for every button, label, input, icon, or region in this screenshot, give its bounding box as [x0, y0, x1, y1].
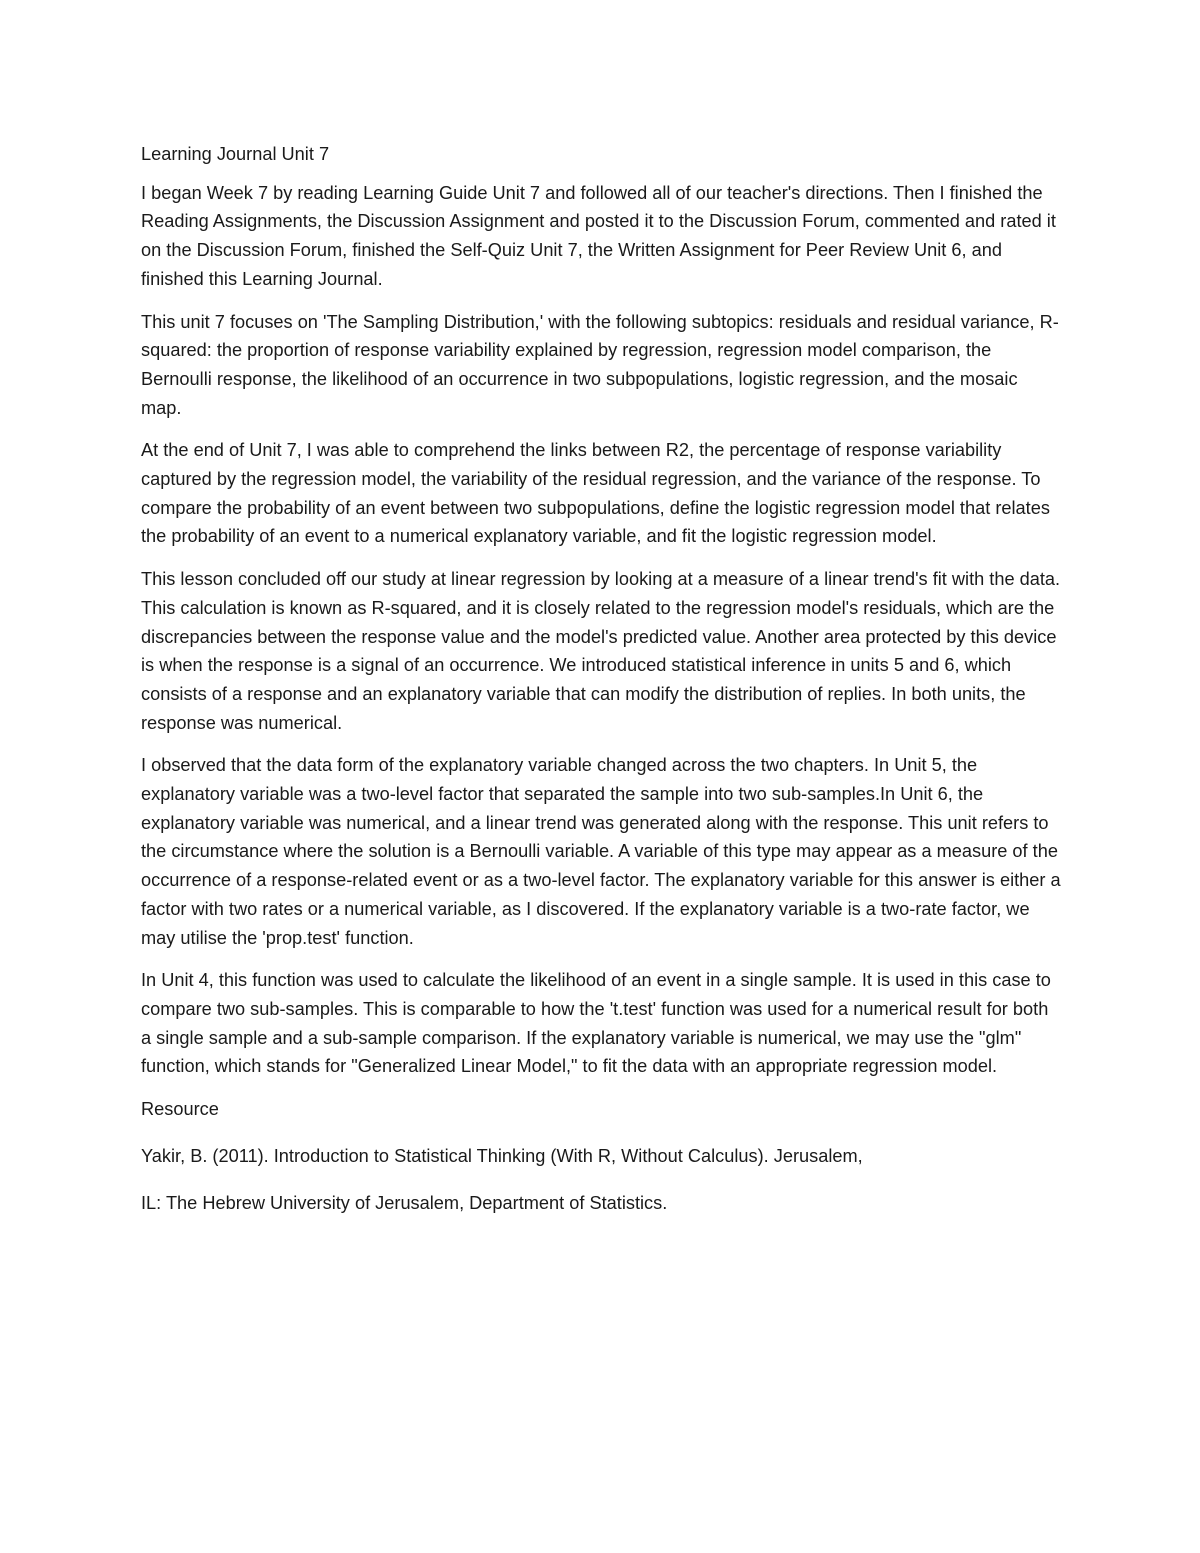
paragraph-observations: I observed that the data form of the explanatory variable changed across the two chapters. In Unit 5, the explanatory variable was a two-level factor that separated the sample into two sub-samples.In Unit 6, the explanatory variable was numerical, and a linear trend was generated along with the response. This unit refers to the circumstance where the solution is a Bernoulli variable. A variable of this type may appear as a measure of the occurrence of a response-related event or as a two-level factor. The explanatory variable for this answer is either a factor with two rates or a numerical variable, as I discovered. If the explanatory variable is a two-rate factor, we may utilise the 'prop.test' function.: [141, 755, 1061, 948]
document-title: Learning Journal Unit 7: [141, 144, 330, 164]
paragraph-learning-outcomes: At the end of Unit 7, I was able to comprehend the links between R2, the percentage of response variability captured by the regression model, the variability of the residual regression, and the variance of the response. To compare the probability of an event between two subpopulations, define the logistic regression model that relates the probability of an event to a numerical explanatory variable, and fit the logistic regression model.: [141, 440, 1050, 547]
resource-heading: Resource: [141, 1099, 219, 1120]
reference-line-2: IL: The Hebrew University of Jerusalem, Department of Statistics.: [141, 1192, 668, 1213]
paragraph-week-summary: I began Week 7 by reading Learning Guide Unit 7 and followed all of our teacher's directions. Then I finished the Reading Assignments, the Discussion Assignment and posted it to the Discussion Forum, commented and rated it on the Discussion Forum, finished the Self-Quiz Unit 7, the Written Assignment for Peer Review Unit 6, and finished this Learning Journal.: [141, 182, 1056, 289]
paragraph-lesson-conclusion: This lesson concluded off our study at linear regression by looking at a measure of a linear trend's fit with the data. This calculation is known as R-squared, and it is closely related to the regression model's residuals, which are the discrepancies between the response value and the model's predicted value. Another area protected by this device is when the response is a signal of an occurrence. We introduced statistical inference in units 5 and 6, which consists of a response and an explanatory variable that can modify the distribution of replies. In both units, the response was numerical.: [141, 569, 1061, 733]
paragraph-unit-focus: This unit 7 focuses on 'The Sampling Distribution,' with the following subtopics: residuals and residual variance, R-squared: the proportion of response variability explained by regression, regression model comparison, the Bernoulli response, the likelihood of an occurrence in two subpopulations, logistic regression, and the mosaic map.: [141, 311, 1059, 418]
paragraph-unit-4-functions: In Unit 4, this function was used to calculate the likelihood of an event in a single sample. It is used in this case to compare two sub-samples. This is comparable to how the 't.test' function was used for a numerical result for both a single sample and a sub-sample comparison. If the explanatory variable is numerical, we may use the "glm" function, which stands for "Generalized Linear Model," to fit the data with an appropriate regression model.: [141, 970, 1051, 1077]
document-page: [141, 140, 1061, 1235]
reference-line-1: Yakir, B. (2011). Introduction to Statistical Thinking (With R, Without Calculus). Jerusalem,: [141, 1145, 863, 1166]
